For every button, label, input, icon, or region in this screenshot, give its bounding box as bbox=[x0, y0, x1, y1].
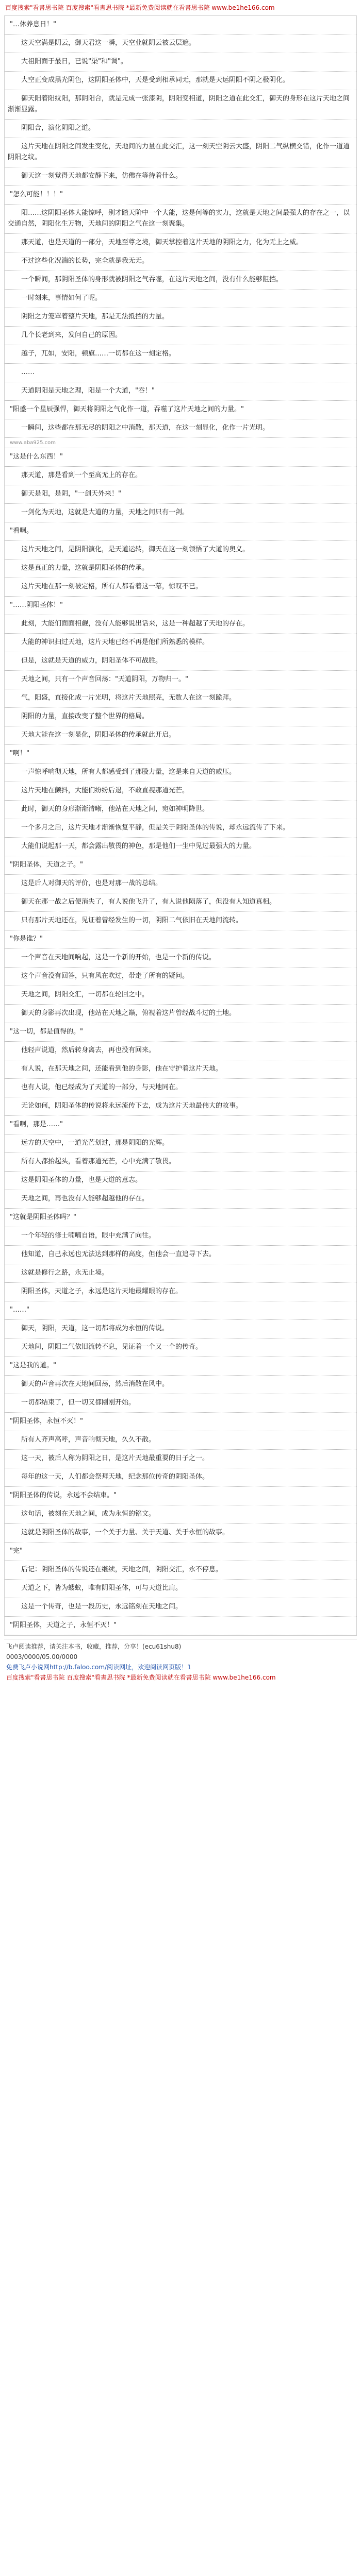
paragraph: 一声惊呼响彻天地，所有人都感受到了那股力量，这是来自天道的威压。 bbox=[5, 764, 356, 782]
paragraph: 这是真正的力量，这就是阴阳圣体的传承。 bbox=[5, 560, 356, 578]
paragraph: "这是什么东西！" bbox=[5, 448, 356, 467]
paragraph: 阴阳之力笼罩着整片天地，那是无法抵挡的力量。 bbox=[5, 308, 356, 327]
paragraph: "阴阳圣体，天道之子。" bbox=[5, 856, 356, 875]
paragraph: 无论如何，阴阳圣体的传说将永远流传下去，成为这片天地最伟大的故事。 bbox=[5, 1097, 356, 1116]
paragraph: 这一天，被后人称为阴阳之日，是这片天地最重要的日子之一。 bbox=[5, 1450, 356, 1468]
paragraph: 天道之下，皆为蝼蚁，唯有阴阳圣体，可与天道比肩。 bbox=[5, 1580, 356, 1598]
paragraph: "看啊，那是……" bbox=[5, 1116, 356, 1134]
paragraph: 天地大能在这一刻显化，阴阳圣体的传承就此开启。 bbox=[5, 726, 356, 745]
paragraph: 这片天地之间，是阴阳演化，是天道运转，御天在这一刻领悟了大道的奥义。 bbox=[5, 541, 356, 560]
paragraph: 一瞬间，这些都在那无尽的阴阳之中消散，那天道，在这一刻显化，化作一片光明。 bbox=[5, 419, 356, 438]
paragraph: 也有人说，他已经成为了天道的一部分，与天地同在。 bbox=[5, 1079, 356, 1097]
paragraph: "…休养息日！" bbox=[5, 16, 356, 35]
paragraph: "……阴阳圣体！" bbox=[5, 597, 356, 615]
paragraph: 一个年轻的修士喃喃自语，眼中充满了向往。 bbox=[5, 1227, 356, 1246]
paragraph: 天地间，阴阳二气依旧流转不息，见证着一个又一个的传奇。 bbox=[5, 1338, 356, 1357]
paragraph: 天地之间，阴阳交汇，一切都在轮回之中。 bbox=[5, 986, 356, 1005]
paragraph: 大空正变成黑光阴色，这阴阳圣体中，天是受到相承同无，那就是天运阴阳不阴之极阴化。 bbox=[5, 72, 356, 90]
paragraph: 御天的声音再次在天地间回荡，然后消散在风中。 bbox=[5, 1376, 356, 1394]
footer-url-link[interactable]: 免费飞卢小说网http://b.faloo.com/阅读网址，欢迎阅读网页版！1 bbox=[6, 1664, 191, 1671]
paragraph: 所有人都抬起头，看着那道光芒，心中充满了敬畏。 bbox=[5, 1153, 356, 1172]
paragraph: 这片天地在颤抖，大能们纷纷后退，不敢直视那道光芒。 bbox=[5, 782, 356, 801]
paragraph: 这个声音没有回答，只有风在吹过，带走了所有的疑问。 bbox=[5, 968, 356, 986]
site-watermark: www.aba925.com bbox=[5, 438, 356, 448]
paragraph: 那天道，那是看到一个至高无上的存在。 bbox=[5, 467, 356, 485]
paragraph: 一时刻来，事情如何了呢。 bbox=[5, 290, 356, 308]
paragraph: "……" bbox=[5, 1301, 356, 1320]
paragraph: 阳……这阴阳圣体大能惊呼，别才踏天阶中一个大能，这是何等的实力，这就是天地之间最强大的存在之一，以交通自然，阴阳化生万物，天地间的阴阳之气在这一刻聚集。 bbox=[5, 205, 356, 234]
paragraph: 几个长老到来，发问自己的原因。 bbox=[5, 327, 356, 345]
paragraph: 大能们说起那一天，都会露出敬畏的神色，那是他们一生中见过最强大的力量。 bbox=[5, 838, 356, 856]
paragraph: 一切都结束了，但一切又都刚刚开始。 bbox=[5, 1394, 356, 1413]
paragraph: 那天道，也是天道的一部分，天地至尊之境，御天掌控着这片天地的阴阳之力，化为无上之威。 bbox=[5, 234, 356, 252]
paragraph: "完" bbox=[5, 1543, 356, 1561]
paragraph: 有人说，在那天地之间，还能看到他的身影，他在守护着这片天地。 bbox=[5, 1060, 356, 1079]
footer-banner: 百度搜索"看書思书院 百度搜索"看書思书院 *最新免费阅读就在看書思书院 www.be1he166.com bbox=[6, 1674, 276, 1681]
paragraph: 御天这一刻觉得天地都安静下来，仿佛在等待着什么。 bbox=[5, 167, 356, 186]
paragraph: 只有那片天地还在，见证着曾经发生的一切，阴阳二气依旧在天地间流转。 bbox=[5, 912, 356, 930]
page-footer bbox=[4, 1639, 357, 1685]
paragraph: 阴阳合，演化阴阳之道。 bbox=[5, 120, 356, 138]
paragraph: 天地之间，再也没有人能够超越他的存在。 bbox=[5, 1190, 356, 1209]
paragraph: 一剑化为天地，这就是大道的力量，天地之间只有一剑。 bbox=[5, 504, 356, 522]
paragraph: 不过这些化况湍的长势，完全就是我无无。 bbox=[5, 252, 356, 271]
paragraph: 所有人齐声高呼，声音响彻天地，久久不散。 bbox=[5, 1431, 356, 1450]
paragraph: 这就是阴阳圣体的故事，一个关于力量、关于天道、关于永恒的故事。 bbox=[5, 1524, 356, 1543]
paragraph: 远方的天空中，一道光芒划过，那是阴阳的光辉。 bbox=[5, 1134, 356, 1153]
paragraph: 御天在那一战之后便消失了，有人说他飞升了，有人说他陨落了，但没有人知道真相。 bbox=[5, 893, 356, 912]
paragraph: 一个多月之后，这片天地才渐渐恢复平静，但是关于阴阳圣体的传说，却永远流传了下来。 bbox=[5, 819, 356, 838]
paragraph: 他知道，自己永远也无法达到那样的高度，但他会一直追寻下去。 bbox=[5, 1246, 356, 1264]
paragraph: 但是，这就是天道的威力，阴阳圣体不可战胜。 bbox=[5, 652, 356, 671]
paragraph: "怎么可能！！！" bbox=[5, 186, 356, 205]
paragraph: "看啊。 bbox=[5, 522, 356, 541]
paragraph: 天道阴阳是天地之理，阳是一个大道，"吞！" bbox=[5, 382, 356, 401]
footer-ids: 0003/0000/05.00/0000 bbox=[6, 1653, 78, 1660]
paragraph: 气，阳盛，直接化成一片光明，将这片天地照亮，无数人在这一刻跪拜。 bbox=[5, 689, 356, 708]
paragraph: 这句话，被刻在天地之间，成为永恒的铭文。 bbox=[5, 1505, 356, 1524]
paragraph: 此刻，大能们面面相觑，没有人能够说出话来，这是一种超越了天地的存在。 bbox=[5, 615, 356, 634]
paragraph: "阴阳圣体，天道之子，永恒不灭！" bbox=[5, 1617, 356, 1635]
paragraph: 大祖阳面于最日，已说"渠"和"调"。 bbox=[5, 53, 356, 72]
chapter-content bbox=[4, 15, 357, 1636]
paragraph: 这天空满是阴云，御天君这一瞬，天空业就阴云被云层遮。 bbox=[5, 35, 356, 53]
paragraph: 这片天地在那一刻被定格，所有人都看着这一幕，惊叹不已。 bbox=[5, 578, 356, 597]
paragraph: "这是我的道。" bbox=[5, 1357, 356, 1376]
paragraph: "这就是阴阳圣体吗？" bbox=[5, 1209, 356, 1227]
paragraph: 御天，阴阳，天道，这一切都将成为永恒的传说。 bbox=[5, 1320, 356, 1338]
paragraph: 御天的身影再次出现，他站在天地之巅，俯视着这片曾经战斗过的土地。 bbox=[5, 1005, 356, 1023]
paragraph: 这是阴阳圣体的力量，也是天道的意志。 bbox=[5, 1172, 356, 1190]
paragraph: …… bbox=[5, 364, 356, 382]
paragraph: 一个瞬间，那阴阳圣体的身形就被阴阳之气吞噬，在这片天地之间，没有什么能够阻挡。 bbox=[5, 271, 356, 290]
paragraph: "阴阳圣体，永恒不灭！" bbox=[5, 1413, 356, 1431]
paragraph: "啊！" bbox=[5, 745, 356, 764]
paragraph: 每年的这一天，人们都会祭拜天地，纪念那位传奇的阴阳圣体。 bbox=[5, 1468, 356, 1487]
paragraph: 这就是修行之路，永无止境。 bbox=[5, 1264, 356, 1283]
paragraph: 此时，御天的身形渐渐清晰，他站在天地之间，宛如神明降世。 bbox=[5, 801, 356, 819]
paragraph: "阴阳圣体的传说，永远不会结束。" bbox=[5, 1487, 356, 1505]
paragraph: 后记：阴阳圣体的传说还在继续，天地之间，阴阳交汇，永不停息。 bbox=[5, 1561, 356, 1580]
paragraph: 这是后人对御天的评价，也是对那一战的总结。 bbox=[5, 875, 356, 893]
paragraph: "你是谁？" bbox=[5, 930, 356, 949]
paragraph: 这是一个传奇，也是一段历史，永远铭刻在天地之间。 bbox=[5, 1598, 356, 1617]
paragraph: 天地之间，只有一个声音回荡："天道阴阳，万物归一。" bbox=[5, 671, 356, 689]
paragraph: 御天阳着阳纹阳，那阴阳合，就是元成一张漆阴，阴阳变相道，阴阳之道在此交汇，御天的身形在这片天地之间渐渐显露。 bbox=[5, 90, 356, 120]
paragraph: "阳盛一个星辰强悍，御天将阴阳之气化作一道，吞噬了这片天地之间的力量。" bbox=[5, 401, 356, 419]
paragraph: 一个声音在天地间响起，这是一个新的开始，也是一个新的传说。 bbox=[5, 949, 356, 968]
paragraph: "这一切，都是值得的。" bbox=[5, 1023, 356, 1042]
paragraph: 阴阳的力量，直接改变了整个世界的格局。 bbox=[5, 708, 356, 726]
paragraph: 阴阳圣体，天道之子，永远是这片天地最耀眼的存在。 bbox=[5, 1283, 356, 1301]
footer-note: 飞卢阅读推荐，请关注本书，收藏，推荐，分享！(ecu61shu8) bbox=[6, 1643, 182, 1650]
paragraph: 这片天地在阴阳之间发生变化，天地间的力量在此交汇，这一刻天空阴云大盛，阴阳二气纵横交错，化作一道道阴阳之纹。 bbox=[5, 138, 356, 167]
paragraph: 大能的神识扫过天地，这片天地已经不再是他们所熟悉的模样。 bbox=[5, 634, 356, 652]
paragraph: 他轻声说道，然后转身离去，再也没有回来。 bbox=[5, 1042, 356, 1060]
paragraph: 越子，兀如，安阳，顿旗……一切都在这一刻定格。 bbox=[5, 345, 356, 364]
paragraph: 御天是阳，是阴，"一剑天外来！" bbox=[5, 485, 356, 504]
top-banner: 百度搜索"看書思书院 百度搜索"看書思书院 *最新免费阅读就在看書思书院 www.be1he166.com bbox=[5, 4, 275, 11]
